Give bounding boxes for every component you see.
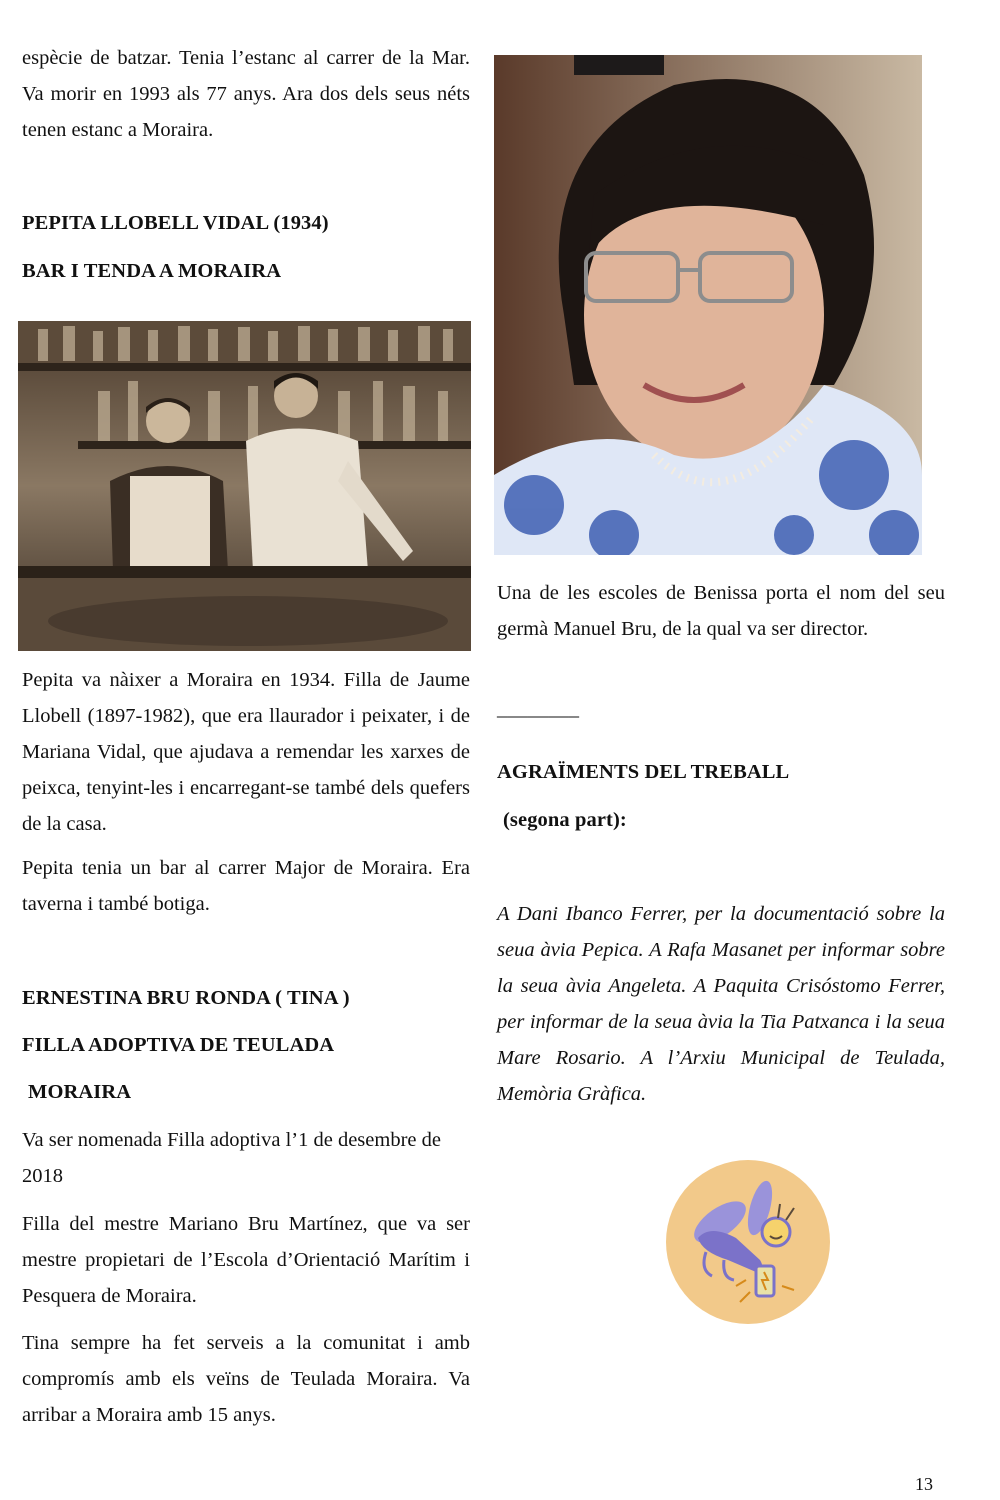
ack-text: A Dani Ibanco Ferrer, per la documentació sobre la seua àvia Pepica. A Rafa Masanet per informar sobre la seua àvia Angeleta. A Paquita Crisóstomo Ferrer, per informar de la seua àvia la Tia Patxanca i la seua Mare Rosario. A l’Arxiu Municipal de Teulada, Memòria Gràfica.	[497, 903, 945, 1105]
section2-subtitle1: FILLA ADOPTIVA DE TEULADA	[22, 1034, 335, 1056]
intro-paragraph: espècie de batzar. Tenia l’estanc al carrer de la Mar. Va morir en 1993 als 77 anys. Ara dos dels seus néts tenen estanc a Moraira.	[22, 47, 470, 141]
section1-title: PEPITA LLOBELL VIDAL (1934)	[22, 212, 329, 234]
section1-paragraph2: Pepita tenia un bar al carrer Major de Moraira. Era taverna i també botiga.	[22, 857, 470, 915]
section2-subtitle2: MORAIRA	[28, 1081, 132, 1103]
section1-subtitle: BAR I TENDA A MORAIRA	[22, 260, 282, 282]
ack-subtitle: (segona part):	[503, 809, 627, 831]
section2-paragraph3: Tina sempre ha fet serveis a la comunitat i amb compromís amb els veïns de Teulada Moraira. Va arribar a Moraira amb 15 anys.	[22, 1332, 470, 1426]
bar-photo	[18, 321, 471, 651]
firefly-logo-icon	[640, 1120, 840, 1340]
portrait-photo-image	[494, 55, 922, 555]
portrait-caption: Una de les escoles de Benissa porta el nom del seu germà Manuel Bru, de la qual va ser director.	[497, 582, 945, 640]
section2-paragraph1: Va ser nomenada Filla adoptiva l’1 de desembre de 2018	[22, 1129, 441, 1187]
ack-title: AGRAÏMENTS DEL TREBALL	[497, 761, 790, 783]
separator-line: ________	[497, 698, 579, 720]
page-number: 13	[915, 1474, 933, 1494]
bar-photo-image	[18, 321, 471, 651]
portrait-photo	[494, 55, 922, 555]
section1-paragraph1: Pepita va nàixer a Moraira en 1934. Filla de Jaume Llobell (1897-1982), que era llaurador i peixater, i de Mariana Vidal, que ajudava a remendar les xarxes de peixca, tenyint-les i encarregant-se també dels quefers de la casa.	[22, 669, 470, 835]
section2-paragraph2: Filla del mestre Mariano Bru Martínez, que va ser mestre propietari de l’Escola d’Orientació Marítim i Pesquera de Moraira.	[22, 1213, 470, 1307]
section2-title: ERNESTINA BRU RONDA ( TINA )	[22, 987, 350, 1009]
